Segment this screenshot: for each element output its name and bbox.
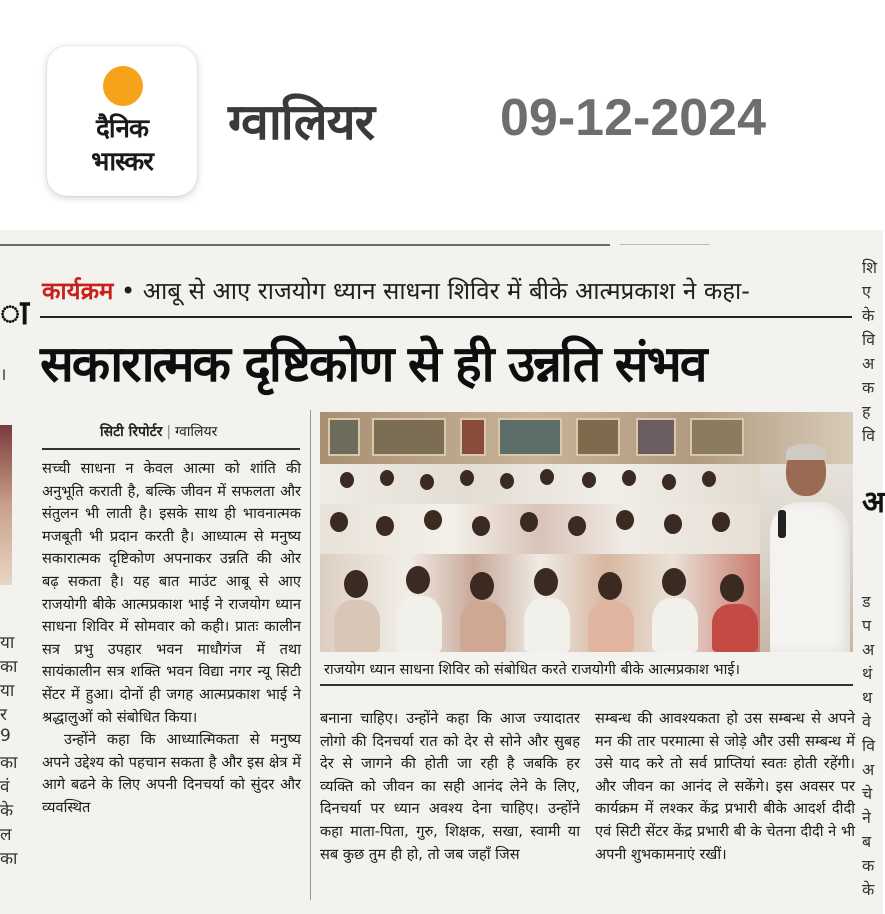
- kicker-divider: [40, 316, 852, 318]
- byline-reporter: सिटी रिपोर्टर: [100, 424, 163, 440]
- person-head: [582, 472, 596, 488]
- fragment-text: ।: [0, 365, 7, 385]
- fragment-text: अ: [862, 354, 875, 373]
- fragment-text: प: [862, 616, 872, 635]
- wall-painting: [460, 418, 486, 456]
- edition-date: 09-12-2024: [500, 89, 766, 147]
- fragment-text: या: [0, 681, 15, 701]
- person-head: [344, 570, 368, 598]
- person-head: [720, 574, 744, 602]
- fragment-text: शि: [862, 258, 878, 277]
- person-head: [500, 473, 514, 489]
- headline: सकारात्मक दृष्टिकोण से ही उन्नति संभव: [40, 335, 706, 393]
- fragment-text: के: [0, 801, 14, 821]
- paragraph: उन्होंने कहा कि आध्यात्मिकता से मनुष्य अपने उद्देश्य को पहचान सकता है और इस क्षेत्र में आगे बढने के लिए अपनी दिनचर्या को सुंदर और व्यवस्थित: [42, 731, 301, 816]
- person-head: [420, 474, 434, 490]
- person-head: [406, 566, 430, 594]
- byline: सिटी रिपोर्टर | ग्वालियर: [100, 424, 218, 440]
- wall-painting: [636, 418, 676, 456]
- fragment-text: के: [862, 880, 875, 899]
- fragment-text: अ: [862, 640, 875, 659]
- paragraph: सम्बन्ध की आवश्यकता हो उस सम्बन्ध से अपने मन की तार परमात्मा से जोड़े और उसी सम्बन्ध में उसे याद करे तो सर्व प्राप्तियां स्वतः होती रहेंगी। और जीवन का आनंद ले सकेंगे। इस अवसर पर कार्यक्रम में लश्कर केंद्र प्रभारी बीके आदर्श दीदी एवं सिटी सेंटर केंद्र प्रभारी बी के चेतना दीदी ने भी अपनी शुभकामनाएं रखीं।: [595, 710, 855, 863]
- byline-divider: [42, 448, 300, 450]
- fragment-text: क: [862, 378, 875, 397]
- wall-painting: [576, 418, 620, 456]
- person-head: [376, 516, 394, 536]
- fragment-text: अ: [862, 760, 875, 779]
- dainik-bhaskar-logo: [47, 46, 197, 196]
- logo-text-line2: भास्कर: [91, 147, 153, 177]
- person-head: [472, 516, 490, 536]
- paragraph: बनाना चाहिए। उन्होंने कहा कि आज ज्यादातर लोगो की दिनचर्या रात को देर से सोने और सुबह देर से जागने की होती जा रही है जबकि हर व्यक्ति को जीवन का सही आनंद लेने के लिए, दिनचर्या पर ध्यान अवश्य देना चाहिए। उन्होंने कहा माता-पिता, गुरु, शिक्षक, सखा, स्वामी या सब कुछ तुम ही हो, तो जब जहाँ जिस: [320, 710, 580, 863]
- fragment-text: ने: [862, 808, 871, 827]
- kicker: [42, 274, 750, 307]
- fragment-text: वि: [862, 330, 876, 349]
- fragment-text: र: [0, 705, 7, 725]
- fragment-text: ड: [862, 592, 871, 611]
- fragment-text: अ: [862, 485, 885, 520]
- newspaper-clipping: [0, 230, 883, 914]
- person-head: [330, 512, 348, 532]
- person-head: [664, 514, 682, 534]
- fragment-text: थं: [862, 664, 873, 683]
- person-head: [622, 470, 636, 486]
- paragraph: सच्ची साधना न केवल आत्मा को शांति की अनुभूति कराती है, बल्कि जीवन में सफलता और संतुलन भी लाती है। इसके साथ ही भावनात्मक मजबूती भी प्रदान करती है। आध्यात्म से मनुष्य सकारात्मक दृष्टिकोण अपनाकर उन्नति की ओर बढ़ सकता है। यह बात माउंट आबू से आए राजयोगी बीके आत्मप्रकाश भाई ने राजयोग ध्यान साधना शिविर में सोमवार को कही। प्रातः कालीन सत्र प्रभु उपहार भवन माधौगंज में तथा सायंकालीन सत्र शक्ति भवन विद्या नगर न्यू सिटी सेंटर में हुआ। दोनों ही जगह आत्मप्रकाश भाई ने श्रद्धालुओं को संबोधित किया।: [42, 460, 301, 726]
- fragment-text: वं: [0, 777, 10, 797]
- article-column-3: [595, 708, 855, 866]
- kicker-text: • आबू से आए राजयोग ध्यान साधना शिविर में बीके आत्मप्रकाश ने कहा-: [113, 277, 750, 305]
- byline-place: ग्वालियर: [175, 424, 218, 440]
- fragment-text: क: [862, 856, 875, 875]
- person-head: [598, 572, 622, 600]
- person-body: [712, 604, 758, 652]
- wall-painting: [498, 418, 562, 456]
- event-photo: [320, 412, 853, 652]
- top-divider-faint: [620, 244, 710, 245]
- person-head: [616, 510, 634, 530]
- fragment-text: चे: [862, 784, 873, 803]
- fragment-text: ब: [862, 832, 872, 851]
- person-head: [662, 474, 676, 490]
- adjacent-article-left: [0, 250, 30, 914]
- photo-caption-box: [320, 654, 853, 686]
- person-head: [540, 469, 554, 485]
- person-body: [524, 598, 570, 652]
- fragment-text: ह: [862, 402, 871, 421]
- clipping-bottom-edge: [0, 900, 883, 914]
- wall-painting: [690, 418, 744, 456]
- fragment-text: का: [0, 849, 18, 869]
- fragment-text: का: [0, 657, 18, 677]
- fragment-text: वि: [862, 426, 876, 445]
- header: [0, 0, 883, 230]
- person-head: [568, 516, 586, 536]
- person-body: [334, 600, 380, 652]
- person-head: [712, 512, 730, 532]
- microphone-icon: [778, 510, 786, 538]
- adjacent-photo: [0, 425, 12, 585]
- adjacent-article-right: [858, 240, 883, 914]
- person-head: [380, 470, 394, 486]
- fragment-text: 9: [0, 726, 11, 746]
- edition-city: ग्वालियर: [228, 93, 375, 151]
- top-divider: [0, 244, 610, 246]
- person-head: [534, 568, 558, 596]
- sun-icon: [103, 66, 143, 106]
- fragment-text: या: [0, 633, 15, 653]
- person-head: [340, 472, 354, 488]
- fragment-text: ल: [0, 825, 12, 845]
- speaker: [760, 442, 853, 652]
- article-column-2: [320, 708, 580, 866]
- fragment-text: का: [0, 753, 18, 773]
- fragment-text: वि: [862, 736, 876, 755]
- article-column-1: [42, 458, 301, 820]
- logo-text-line1: दैनिक: [96, 114, 148, 144]
- person-head: [702, 471, 716, 487]
- fragment-text: वे: [862, 712, 871, 731]
- person-body: [396, 596, 442, 652]
- person-head: [520, 512, 538, 532]
- person-body: [460, 602, 506, 652]
- person-body: [652, 598, 698, 652]
- photo-caption: राजयोग ध्यान साधना शिविर को संबोधित करते राजयोगी बीके आत्मप्रकाश भाई।: [324, 662, 740, 678]
- kicker-label: कार्यक्रम: [42, 277, 114, 305]
- person-head: [460, 470, 474, 486]
- fragment-text: के: [862, 306, 875, 325]
- fragment-text: ए: [862, 282, 871, 301]
- wall-painting: [328, 418, 360, 456]
- speaker-hair: [786, 444, 826, 460]
- person-body: [588, 602, 634, 652]
- person-head: [424, 510, 442, 530]
- fragment-text: ा: [0, 293, 30, 333]
- wall-painting: [372, 418, 446, 456]
- column-divider: [310, 410, 311, 900]
- person-head: [470, 572, 494, 600]
- person-head: [662, 568, 686, 596]
- fragment-text: थ: [862, 688, 873, 707]
